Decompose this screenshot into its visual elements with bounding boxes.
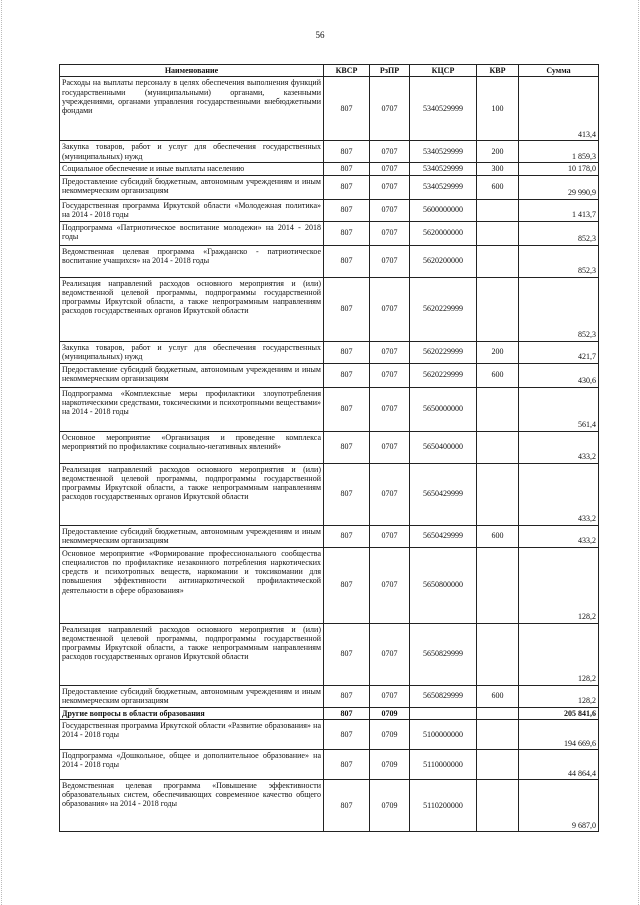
table-row <box>60 221 599 245</box>
table-row <box>60 277 599 341</box>
cell-name: Основное мероприятие «Организация и проведение комплекса мероприятий по профилактике социально-негативных явлений» <box>60 431 324 463</box>
table-row <box>60 141 599 163</box>
cell-kcsr: 5650800000 <box>410 547 477 623</box>
table-row <box>60 341 599 363</box>
cell-kcsr: 5620229999 <box>410 363 477 387</box>
cell-kvr <box>477 749 519 779</box>
cell-kvsr: 807 <box>324 221 370 245</box>
table-row <box>60 685 599 707</box>
cell-kvsr: 807 <box>324 623 370 685</box>
cell-kcsr: 5620229999 <box>410 277 477 341</box>
cell-sum: 9 687,0 <box>519 779 599 831</box>
cell-kcsr: 5650429999 <box>410 463 477 525</box>
cell-rzpr: 0707 <box>370 141 410 163</box>
table-row <box>60 175 599 199</box>
table-row <box>60 707 599 719</box>
cell-sum: 10 178,0 <box>519 163 599 175</box>
cell-kvsr: 807 <box>324 431 370 463</box>
cell-sum: 852,3 <box>519 221 599 245</box>
header-sum: Сумма <box>519 65 599 77</box>
cell-sum: 430,6 <box>519 363 599 387</box>
cell-sum: 29 990,9 <box>519 175 599 199</box>
cell-kvr <box>477 719 519 749</box>
scan-edge-right <box>638 0 639 905</box>
cell-kvr <box>477 623 519 685</box>
cell-rzpr: 0707 <box>370 387 410 431</box>
cell-name: Подпрограмма «Комплексные меры профилактики злоупотребления наркотическими средствами, токсическими и психотропными веществами» на 2014 - 2018 годы <box>60 387 324 431</box>
header-name: Наименование <box>60 65 324 77</box>
cell-sum: 413,4 <box>519 77 599 141</box>
scan-edge-left <box>1 0 2 905</box>
cell-name: Подпрограмма «Дошкольное, общее и дополнительное образование» на 2014 - 2018 годы <box>60 749 324 779</box>
cell-rzpr: 0709 <box>370 707 410 719</box>
cell-sum: 433,2 <box>519 463 599 525</box>
cell-name: Государственная программа Иркутской области «Развитие образования» на 2014 - 2018 годы <box>60 719 324 749</box>
cell-sum: 1 413,7 <box>519 199 599 221</box>
cell-kvr <box>477 221 519 245</box>
cell-sum: 194 669,6 <box>519 719 599 749</box>
cell-name: Социальное обеспечение и иные выплаты населению <box>60 163 324 175</box>
cell-sum: 128,2 <box>519 547 599 623</box>
cell-sum: 852,3 <box>519 277 599 341</box>
cell-rzpr: 0707 <box>370 163 410 175</box>
table-row <box>60 199 599 221</box>
cell-kvsr: 807 <box>324 341 370 363</box>
table-row <box>60 363 599 387</box>
cell-rzpr: 0707 <box>370 363 410 387</box>
cell-rzpr: 0707 <box>370 199 410 221</box>
page-number: 56 <box>315 30 325 40</box>
cell-name: Ведомственная целевая программа «Повышение эффективности образовательных систем, обеспечивающих современное качество общего образования» на 2014 - 2018 годы <box>60 779 324 831</box>
cell-kvr: 600 <box>477 525 519 547</box>
cell-kcsr: 5620200000 <box>410 245 477 277</box>
cell-rzpr: 0707 <box>370 341 410 363</box>
cell-sum: 852,3 <box>519 245 599 277</box>
cell-name: Предоставление субсидий бюджетным, автономным учреждениям и иным некоммерческим организациям <box>60 525 324 547</box>
cell-kcsr: 5620000000 <box>410 221 477 245</box>
cell-rzpr: 0707 <box>370 463 410 525</box>
cell-kcsr: 5620229999 <box>410 341 477 363</box>
cell-kvsr: 807 <box>324 749 370 779</box>
cell-rzpr: 0707 <box>370 431 410 463</box>
cell-kcsr: 5340529999 <box>410 77 477 141</box>
cell-kvsr: 807 <box>324 141 370 163</box>
cell-rzpr: 0707 <box>370 623 410 685</box>
cell-kvr <box>477 431 519 463</box>
cell-sum: 433,2 <box>519 525 599 547</box>
cell-kvr <box>477 277 519 341</box>
cell-kcsr: 5110000000 <box>410 749 477 779</box>
cell-rzpr: 0707 <box>370 547 410 623</box>
header-kvsr: КВСР <box>324 65 370 77</box>
table-row <box>60 463 599 525</box>
cell-kvsr: 807 <box>324 175 370 199</box>
cell-rzpr: 0707 <box>370 685 410 707</box>
table-row <box>60 431 599 463</box>
cell-kvsr: 807 <box>324 277 370 341</box>
cell-kcsr: 5650400000 <box>410 431 477 463</box>
table-body <box>60 77 599 832</box>
cell-kvsr: 807 <box>324 245 370 277</box>
cell-kvsr: 807 <box>324 387 370 431</box>
cell-sum: 205 841,6 <box>519 707 599 719</box>
table-row <box>60 719 599 749</box>
table-row <box>60 779 599 831</box>
cell-name: Предоставление субсидий бюджетным, автономным учреждениям и иным некоммерческим организациям <box>60 175 324 199</box>
table-header-row <box>60 65 599 77</box>
cell-kcsr: 5340529999 <box>410 141 477 163</box>
cell-kvsr: 807 <box>324 363 370 387</box>
cell-kcsr: 5650429999 <box>410 525 477 547</box>
cell-sum: 433,2 <box>519 431 599 463</box>
cell-kcsr <box>410 707 477 719</box>
cell-name: Другие вопросы в области образования <box>60 707 324 719</box>
cell-rzpr: 0707 <box>370 245 410 277</box>
cell-kvr: 200 <box>477 341 519 363</box>
cell-kvr: 600 <box>477 175 519 199</box>
budget-table <box>59 64 599 832</box>
cell-name: Реализация направлений расходов основного мероприятия и (или) ведомственной целевой программы, подпрограммы государственной программы Иркутской области, а также непрограммным направлениям расходов государственных органов Иркутской области <box>60 277 324 341</box>
cell-kvsr: 807 <box>324 163 370 175</box>
cell-kvsr: 807 <box>324 719 370 749</box>
cell-kcsr: 5600000000 <box>410 199 477 221</box>
cell-kvr <box>477 387 519 431</box>
table-row <box>60 163 599 175</box>
cell-kvr: 600 <box>477 685 519 707</box>
cell-name: Государственная программа Иркутской области «Молодежная политика» на 2014 - 2018 годы <box>60 199 324 221</box>
cell-kcsr: 5100000000 <box>410 719 477 749</box>
cell-kvsr: 807 <box>324 547 370 623</box>
cell-name: Предоставление субсидий бюджетным, автономным учреждениям и иным некоммерческим организациям <box>60 363 324 387</box>
table-row <box>60 749 599 779</box>
cell-name: Подпрограмма «Патриотическое воспитание молодежи» на 2014 - 2018 годы <box>60 221 324 245</box>
cell-name: Ведомственная целевая программа «Гражданско - патриотическое воспитание учащихся» на 2014 - 2018 годы <box>60 245 324 277</box>
cell-kvsr: 807 <box>324 779 370 831</box>
cell-rzpr: 0707 <box>370 525 410 547</box>
cell-kvsr: 807 <box>324 199 370 221</box>
cell-rzpr: 0707 <box>370 77 410 141</box>
cell-kvsr: 807 <box>324 685 370 707</box>
table-row <box>60 525 599 547</box>
cell-kvr: 100 <box>477 77 519 141</box>
cell-sum: 44 864,4 <box>519 749 599 779</box>
table-row <box>60 77 599 141</box>
cell-kvr <box>477 779 519 831</box>
cell-kcsr: 5110200000 <box>410 779 477 831</box>
cell-kcsr: 5340529999 <box>410 163 477 175</box>
cell-name: Закупка товаров, работ и услуг для обеспечения государственных (муниципальных) нужд <box>60 141 324 163</box>
cell-rzpr: 0709 <box>370 779 410 831</box>
cell-name: Предоставление субсидий бюджетным, автономным учреждениям и иным некоммерческим организациям <box>60 685 324 707</box>
table-row <box>60 245 599 277</box>
cell-rzpr: 0707 <box>370 221 410 245</box>
cell-sum: 421,7 <box>519 341 599 363</box>
cell-name: Реализация направлений расходов основного мероприятия и (или) ведомственной целевой программы, подпрограммы государственной программы Иркутской области, а также непрограммным направлениям расходов государственных органов Иркутской области <box>60 463 324 525</box>
cell-name: Расходы на выплаты персоналу в целях обеспечения выполнения функций государственными (муниципальными) органами, казенными учреждениями, органами управления государственными внебюджетными фондами <box>60 77 324 141</box>
header-kcsr: КЦСР <box>410 65 477 77</box>
cell-kcsr: 5650829999 <box>410 685 477 707</box>
cell-kvr <box>477 463 519 525</box>
header-kvr: КВР <box>477 65 519 77</box>
cell-kvr <box>477 547 519 623</box>
cell-kvsr: 807 <box>324 77 370 141</box>
cell-kcsr: 5650000000 <box>410 387 477 431</box>
cell-name: Основное мероприятие «Формирование профессионального сообщества специалистов по профилактике незаконного потребления наркотических средств и психотропных веществ, наркомании и токсикомании для повышения эффективности антинаркотической профилактической деятельности в сфере образования» <box>60 547 324 623</box>
cell-rzpr: 0707 <box>370 175 410 199</box>
cell-kvr <box>477 245 519 277</box>
cell-kcsr: 5650829999 <box>410 623 477 685</box>
cell-kvr: 200 <box>477 141 519 163</box>
cell-name: Закупка товаров, работ и услуг для обеспечения государственных (муниципальных) нужд <box>60 341 324 363</box>
cell-rzpr: 0709 <box>370 719 410 749</box>
cell-kvsr: 807 <box>324 707 370 719</box>
cell-sum: 561,4 <box>519 387 599 431</box>
cell-rzpr: 0709 <box>370 749 410 779</box>
table-row <box>60 547 599 623</box>
cell-sum: 128,2 <box>519 685 599 707</box>
cell-rzpr: 0707 <box>370 277 410 341</box>
header-rzpr: РзПР <box>370 65 410 77</box>
cell-kvr <box>477 707 519 719</box>
table-row <box>60 387 599 431</box>
cell-kvsr: 807 <box>324 525 370 547</box>
cell-sum: 128,2 <box>519 623 599 685</box>
cell-kvr <box>477 199 519 221</box>
cell-kvr: 300 <box>477 163 519 175</box>
cell-sum: 1 859,3 <box>519 141 599 163</box>
cell-name: Реализация направлений расходов основного мероприятия и (или) ведомственной целевой программы, подпрограммы государственной программы Иркутской области, а также непрограммным направлениям расходов государственных органов Иркутской области <box>60 623 324 685</box>
table-row <box>60 623 599 685</box>
cell-kvsr: 807 <box>324 463 370 525</box>
cell-kvr: 600 <box>477 363 519 387</box>
cell-kcsr: 5340529999 <box>410 175 477 199</box>
